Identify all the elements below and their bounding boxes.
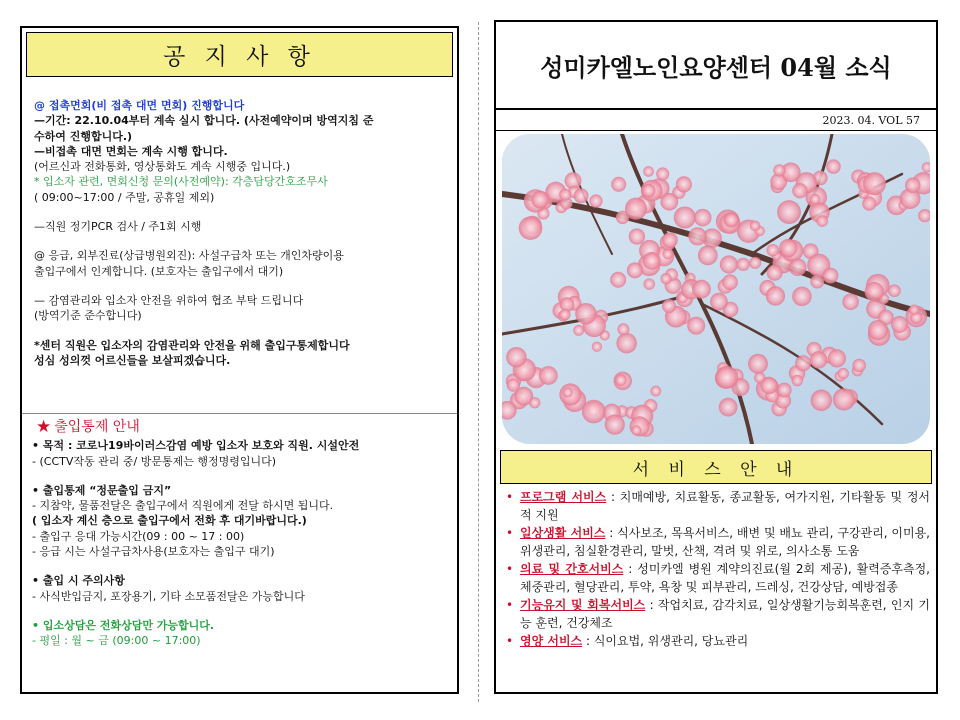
service-label: 영양 서비스 bbox=[520, 634, 583, 648]
notice-line: 성심 성의껏 어르신들을 보살피겠습니다. bbox=[34, 353, 231, 367]
spacer bbox=[32, 604, 449, 618]
access-title-row bbox=[36, 417, 449, 437]
blossom bbox=[909, 305, 919, 315]
blossom bbox=[779, 239, 797, 257]
blossom bbox=[663, 249, 673, 259]
notice-line: —기간: 22.10.04부터 계속 실시 합니다. (사전예약이며 방역지침 준 bbox=[34, 114, 374, 128]
blossom bbox=[559, 309, 570, 320]
notice-line: @ 접촉면회(비 접촉 대면 면회) 진행합니다 bbox=[34, 99, 245, 112]
notice-line: *센터 직원은 입소자의 감염관리와 안전을 위해 출입구통제합니다 bbox=[34, 338, 350, 352]
blossom bbox=[662, 232, 678, 248]
volume-rule bbox=[496, 130, 936, 131]
blossom bbox=[810, 351, 827, 368]
blossom bbox=[656, 167, 669, 180]
blossom bbox=[650, 386, 661, 397]
access-line: - 출입구 응대 가능시간(09 : 00 ~ 17 : 00) bbox=[32, 529, 245, 543]
blossom bbox=[773, 164, 785, 176]
blossom bbox=[676, 176, 692, 192]
blossom bbox=[531, 191, 549, 209]
blossom bbox=[816, 215, 828, 227]
spacer bbox=[32, 559, 449, 573]
access-line: - 사식반입금지, 포장용기, 기타 소모품전달은 가능합니다 bbox=[32, 589, 305, 603]
blossom bbox=[610, 272, 626, 288]
blossom bbox=[625, 198, 647, 220]
service-description: : 작업치료, 감각치료, 일상생활기능회복훈련, 인지 기능 훈련, 건강체조 bbox=[520, 598, 931, 630]
blossom bbox=[767, 265, 783, 281]
blossom bbox=[795, 355, 811, 371]
blossom bbox=[792, 375, 803, 386]
blossom bbox=[749, 257, 761, 269]
blossom bbox=[828, 349, 846, 367]
service-item bbox=[506, 632, 930, 650]
notice-line: 수하여 진행합니다.) bbox=[34, 129, 133, 143]
blossom bbox=[715, 366, 738, 389]
access-line: • 목적 : 코로나19바이러스감염 예방 입소자 보호와 직원. 시설안전 bbox=[32, 439, 360, 453]
blossom bbox=[792, 287, 811, 306]
blossom bbox=[811, 390, 832, 411]
column-divider bbox=[478, 22, 479, 702]
access-line: - 평일 : 월 ~ 금 (09:00 ~ 17:00) bbox=[32, 634, 201, 648]
blossom bbox=[698, 246, 718, 266]
blossom bbox=[748, 354, 768, 374]
blossom bbox=[529, 397, 540, 408]
bullet-icon: • bbox=[506, 562, 514, 576]
service-description: : 성미카엘 병원 계약의진료(월 2회 제공), 활력증후측정, 체중관리, 혈당관리, 투약, 욕창 및 피부관리, 드레싱, 건강상담, 예방접종 bbox=[520, 562, 930, 594]
service-label: 의료 및 간호서비스 bbox=[520, 562, 624, 576]
blossom bbox=[519, 216, 543, 240]
blossom bbox=[692, 280, 711, 299]
blossom bbox=[629, 228, 645, 244]
blossom bbox=[789, 258, 807, 276]
blossom bbox=[582, 400, 606, 424]
spacer bbox=[34, 205, 449, 219]
blossom bbox=[826, 159, 840, 173]
cherry-blossom-photo bbox=[502, 134, 930, 444]
service-label: 일상생활 서비스 bbox=[520, 526, 606, 540]
blossom bbox=[573, 325, 584, 336]
services-header bbox=[500, 450, 932, 484]
notice-line: — 감염관리와 입소자 안전을 위하여 협조 부탁 드립니다 bbox=[34, 293, 304, 307]
blossom bbox=[574, 188, 589, 203]
service-description: : 식사보조, 목욕서비스, 배변 및 배뇨 관리, 구강관리, 이미용, 위생관리, 침실환경관리, 말벗, 산책, 격려 및 위로, 의사소통 도움 bbox=[520, 526, 930, 558]
blossom bbox=[643, 278, 654, 289]
access-line: • 입소상담은 전화상담만 가능합니다. bbox=[32, 618, 215, 632]
blossom bbox=[810, 275, 824, 289]
blossom bbox=[838, 368, 849, 379]
blossom bbox=[539, 366, 558, 385]
blossom bbox=[719, 398, 738, 417]
blossom bbox=[833, 388, 855, 410]
blossom bbox=[605, 415, 625, 435]
blossom bbox=[662, 299, 676, 313]
blossom bbox=[754, 372, 765, 383]
blossom bbox=[852, 359, 865, 372]
services-list bbox=[506, 488, 930, 650]
blossom bbox=[575, 303, 596, 324]
blossom bbox=[750, 221, 761, 232]
blossom bbox=[810, 194, 821, 205]
service-item bbox=[506, 560, 930, 596]
service-text bbox=[520, 524, 930, 560]
notice-header bbox=[26, 32, 453, 77]
blossom bbox=[660, 273, 671, 284]
notice-line: (방역기준 준수합니다) bbox=[34, 309, 142, 323]
notice-line: —비접촉 대면 면회는 계속 시행 합니다. bbox=[34, 144, 228, 158]
star-icon: ★ bbox=[36, 417, 52, 437]
blossom bbox=[865, 282, 884, 301]
blossom bbox=[660, 193, 678, 211]
access-line: - 지참약, 물품전달은 출입구에서 직원에게 전달 하시면 됩니다. bbox=[32, 499, 334, 513]
bullet-icon: • bbox=[506, 634, 514, 648]
access-line: - 응급 시는 사설구급차사용(보호자는 출입구 대기) bbox=[32, 545, 275, 559]
bullet-icon: • bbox=[506, 490, 514, 504]
blossom bbox=[777, 383, 792, 398]
notice-line: (어르신과 전화통화, 영상통화도 계속 시행중 입니다.) bbox=[34, 160, 291, 174]
notice-line: 출입구에서 인계합니다. (보호자는 출입구에서 대기) bbox=[34, 264, 284, 278]
notice-line: * 입소자 관련, 면회신청 문의(사전예약): 각층담당간호조무사 bbox=[34, 175, 328, 189]
blossom bbox=[687, 317, 705, 335]
blossom bbox=[611, 177, 626, 192]
access-line: ( 입소자 계신 층으로 출입구에서 전화 후 대기바랍니다.) bbox=[32, 514, 307, 528]
access-control-section bbox=[32, 417, 449, 649]
blossom bbox=[862, 197, 876, 211]
notice-line: @ 응급, 외부진료(상급병원외진): 사설구급차 또는 개인차량이용 bbox=[34, 249, 344, 263]
blossom bbox=[694, 209, 712, 227]
section-divider bbox=[22, 413, 457, 414]
newsletter-panel bbox=[494, 20, 938, 694]
access-line: - (CCTV작동 관리 중/ 방문통제는 행정명령입니다) bbox=[32, 454, 276, 468]
notice-line: —직원 정기PCR 검사 / 주1회 시행 bbox=[34, 220, 202, 234]
blossom bbox=[822, 268, 838, 284]
blossom bbox=[616, 333, 637, 354]
blossom bbox=[615, 374, 627, 386]
spacer bbox=[34, 324, 449, 338]
blossom bbox=[559, 189, 571, 201]
service-text bbox=[520, 632, 748, 650]
service-text bbox=[520, 560, 930, 596]
spacer bbox=[34, 234, 449, 248]
access-line: • 출입 시 주의사항 bbox=[32, 574, 125, 588]
notice-line: ( 09:00~17:00 / 주말, 공휴일 제외) bbox=[34, 190, 215, 204]
blossom bbox=[868, 320, 888, 340]
bullet-icon: • bbox=[506, 598, 514, 612]
services-title: 서 비 스 안 내 bbox=[632, 459, 800, 480]
blossom bbox=[724, 213, 739, 228]
blossom bbox=[674, 206, 696, 228]
blossom bbox=[592, 342, 602, 352]
blossom bbox=[642, 184, 656, 198]
newsletter-header bbox=[496, 22, 936, 110]
spacer bbox=[34, 279, 449, 293]
cherry-blossom-illustration bbox=[502, 134, 930, 444]
service-text bbox=[520, 488, 930, 524]
notice-body bbox=[34, 98, 449, 368]
service-item bbox=[506, 596, 930, 632]
blossom bbox=[905, 178, 920, 193]
newsletter-title: 성미카엘노인요양센터 04월 소식 bbox=[540, 52, 892, 82]
blossom bbox=[842, 294, 859, 311]
blossom bbox=[766, 244, 779, 257]
blossom bbox=[643, 252, 661, 270]
service-label: 프로그램 서비스 bbox=[520, 490, 607, 504]
service-description: : 식이요법, 위생관리, 당뇨관리 bbox=[582, 634, 749, 648]
blossom bbox=[710, 293, 728, 311]
access-title: 출입통제 안내 bbox=[54, 419, 140, 435]
blossom bbox=[888, 284, 901, 297]
blossom bbox=[766, 286, 785, 305]
blossom bbox=[722, 274, 738, 290]
blossom bbox=[720, 255, 738, 273]
service-label: 기능유지 및 회복서비스 bbox=[520, 598, 646, 612]
blossom bbox=[777, 200, 801, 224]
access-line: • 출입통제 “정문출입 금지” bbox=[32, 483, 172, 497]
notice-panel bbox=[20, 26, 459, 694]
notice-title: 공 지 사 항 bbox=[163, 44, 316, 70]
blossom bbox=[627, 262, 643, 278]
blossom bbox=[589, 194, 602, 207]
blossom bbox=[792, 183, 807, 198]
blossom bbox=[631, 425, 641, 435]
blossom bbox=[891, 316, 908, 333]
blossom bbox=[688, 227, 706, 245]
blossom bbox=[863, 172, 886, 195]
blossom bbox=[737, 258, 750, 271]
service-text bbox=[520, 596, 930, 632]
service-item bbox=[506, 488, 930, 524]
blossom bbox=[506, 347, 526, 367]
blossom bbox=[617, 323, 629, 335]
spacer bbox=[32, 469, 449, 483]
blossom bbox=[643, 166, 654, 177]
access-body bbox=[32, 438, 449, 648]
bullet-icon: • bbox=[506, 526, 514, 540]
service-item bbox=[506, 524, 930, 560]
volume-label: 2023. 04. VOL 57 bbox=[822, 114, 920, 127]
service-description: : 치매예방, 치료활동, 종교활동, 여가지원, 기타활동 및 정서적 지원 bbox=[520, 490, 931, 522]
blossom bbox=[563, 387, 573, 397]
